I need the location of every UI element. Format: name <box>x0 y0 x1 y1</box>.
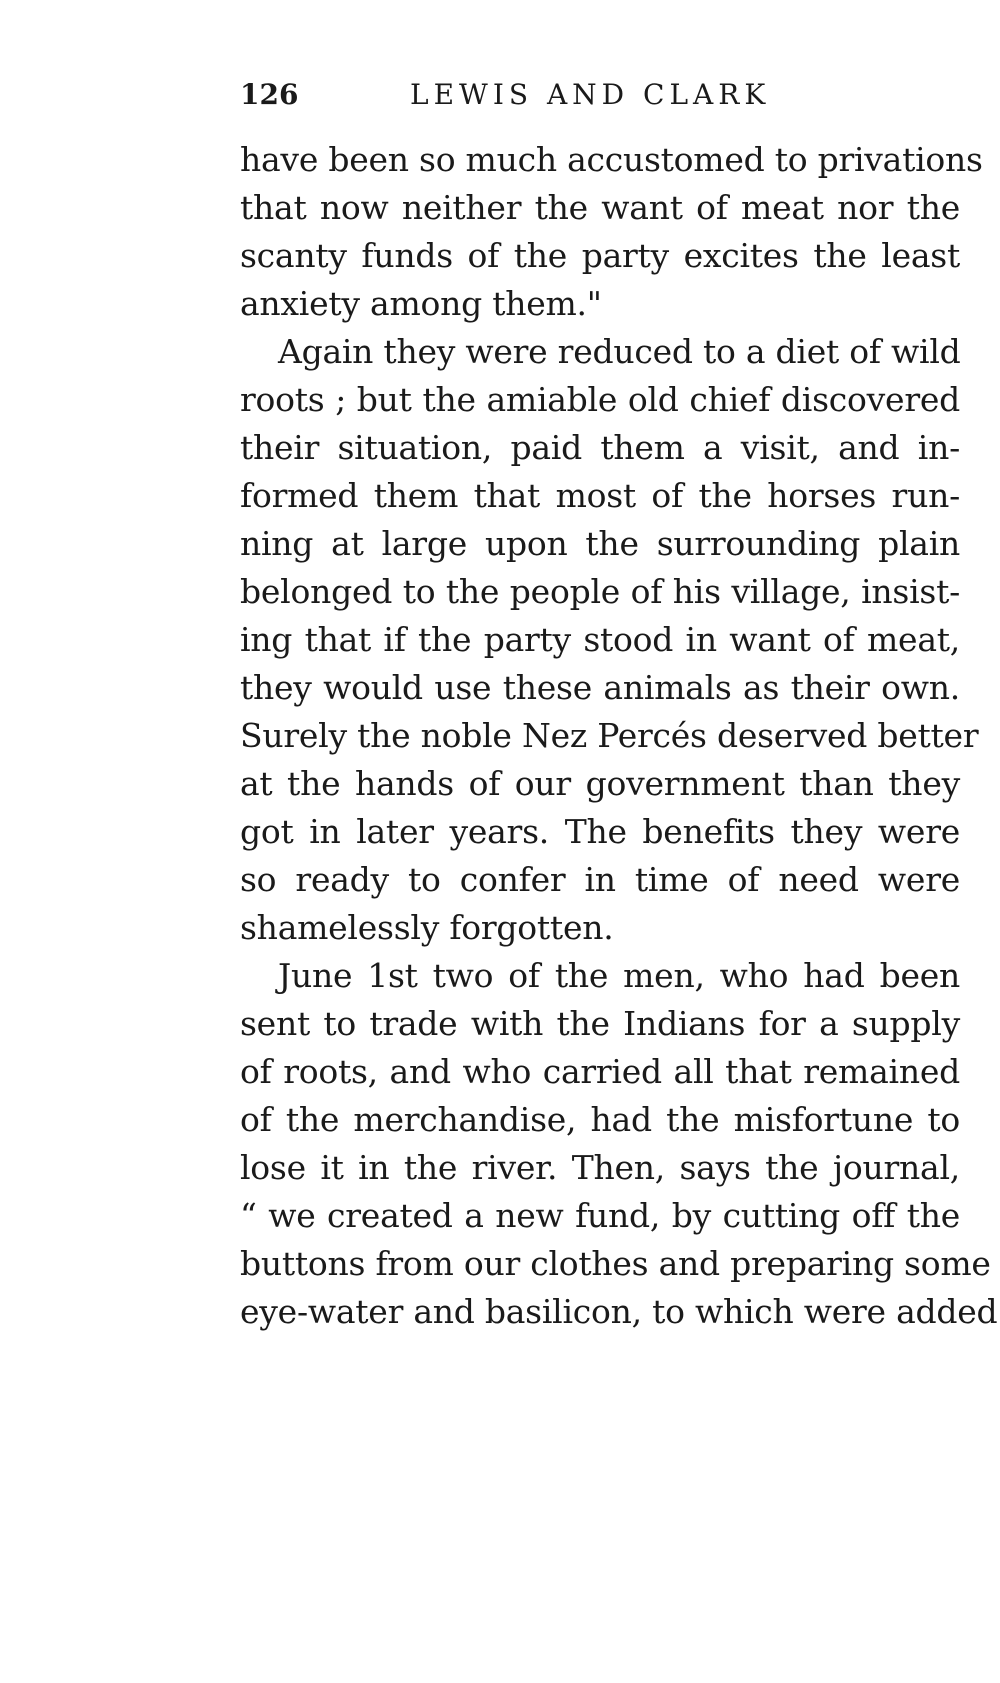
text-line: their situation, paid them a visit, and in- <box>240 428 960 467</box>
text-line: shamelessly forgotten. <box>240 908 614 947</box>
body-text <box>240 136 998 1336</box>
text-line: at the hands of our government than they <box>240 764 960 803</box>
text-line: buttons from our clothes and preparing some <box>240 1244 991 1283</box>
text-line: “ we created a new fund, by cutting off the <box>240 1196 960 1235</box>
text-line: they would use these animals as their own. <box>240 668 960 707</box>
paragraph-2 <box>240 328 979 952</box>
text-line: of roots, and who carried all that remained <box>240 1052 960 1091</box>
text-line: scanty funds of the party excites the least <box>240 236 960 275</box>
text-line: Again they were reduced to a diet of wild <box>278 332 961 371</box>
running-head <box>240 78 960 118</box>
text-line: belonged to the people of his village, insist- <box>240 572 960 611</box>
text-line: June 1st two of the men, who had been <box>278 956 960 995</box>
text-line: roots ; but the amiable old chief discovered <box>240 380 960 419</box>
text-line: ning at large upon the surrounding plain <box>240 524 960 563</box>
running-title: LEWIS AND CLARK <box>410 78 771 111</box>
text-line: eye-water and basilicon, to which were added <box>240 1292 998 1331</box>
text-line: anxiety among them." <box>240 284 602 323</box>
paragraph-1 <box>240 136 983 328</box>
text-line: so ready to confer in time of need were <box>240 860 960 899</box>
text-line: got in later years. The benefits they were <box>240 812 960 851</box>
text-line: sent to trade with the Indians for a supply <box>240 1004 960 1043</box>
text-line: that now neither the want of meat nor the <box>240 188 960 227</box>
paragraph-3 <box>240 952 998 1336</box>
text-line: have been so much accustomed to privations <box>240 140 983 179</box>
text-line: of the merchandise, had the misfortune to <box>240 1100 960 1139</box>
text-line: Surely the noble Nez Percés deserved better <box>240 716 979 755</box>
text-line: formed them that most of the horses run- <box>240 476 960 515</box>
text-line: ing that if the party stood in want of meat, <box>240 620 960 659</box>
text-line: lose it in the river. Then, says the journal, <box>240 1148 960 1187</box>
page-number: 126 <box>240 78 299 111</box>
